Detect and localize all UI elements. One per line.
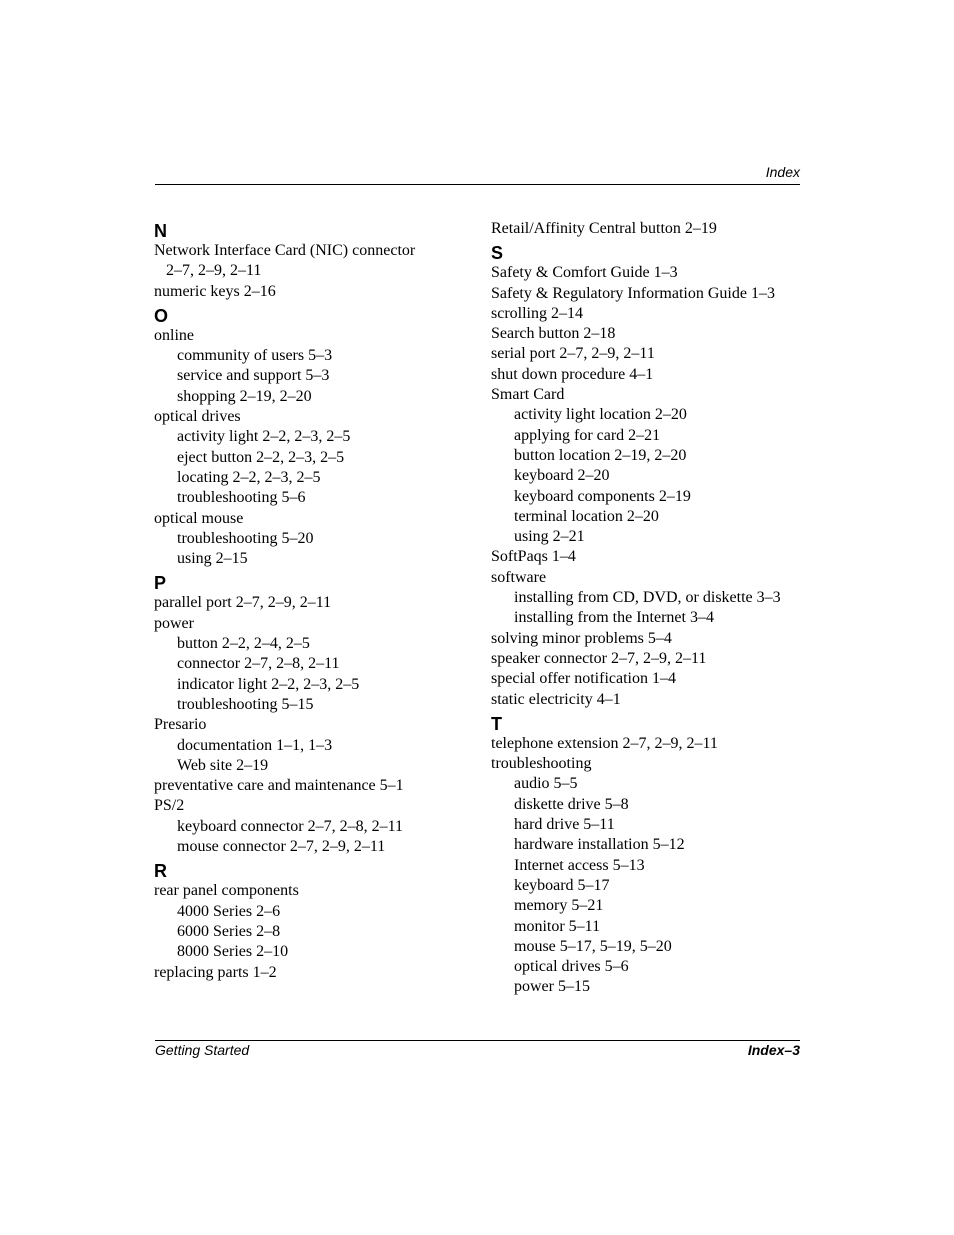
index-entry: software <box>491 568 547 586</box>
footer-document-title: Getting Started <box>155 1042 250 1058</box>
index-subentry: terminal location 2–20 <box>514 507 659 525</box>
index-entry: telephone extension 2–7, 2–9, 2–11 <box>491 734 718 752</box>
index-subentry: locating 2–2, 2–3, 2–5 <box>177 468 321 486</box>
index-subentry: Web site 2–19 <box>177 756 269 774</box>
index-entry: Safety & Regulatory Information Guide 1–3 <box>491 284 775 302</box>
index-subentry: 4000 Series 2–6 <box>177 902 281 920</box>
index-entry: Retail/Affinity Central button 2–19 <box>491 220 717 237</box>
index-subentry: connector 2–7, 2–8, 2–11 <box>177 655 340 673</box>
index-entry: troubleshooting <box>491 755 592 773</box>
index-subentry: hardware installation 5–12 <box>514 836 685 854</box>
index-section <box>154 304 474 570</box>
index-subentry: mouse 5–17, 5–19, 5–20 <box>514 937 672 955</box>
index-entry: scrolling 2–14 <box>491 304 583 322</box>
index-subentry: service and support 5–3 <box>177 367 330 385</box>
index-entry: optical mouse <box>154 509 244 527</box>
index-entry: SoftPaqs 1–4 <box>491 548 576 566</box>
index-entry: power <box>154 614 194 632</box>
index-subentry: keyboard 2–20 <box>514 467 610 485</box>
index-entry: Network Interface Card (NIC) connector <box>154 242 416 259</box>
index-section <box>154 219 474 302</box>
index-subentry: troubleshooting 5–6 <box>177 489 306 507</box>
index-subentry: installing from CD, DVD, or diskette 3–3 <box>514 589 781 607</box>
index-subentry: 8000 Series 2–10 <box>177 943 289 961</box>
index-entry: replacing parts 1–2 <box>154 963 277 981</box>
index-subentry: 6000 Series 2–8 <box>177 922 281 940</box>
index-entry: Smart Card <box>491 386 565 404</box>
index-entry: numeric keys 2–16 <box>154 282 276 300</box>
index-subentry: Internet access 5–13 <box>514 856 645 874</box>
index-subentry: community of users 5–3 <box>177 347 333 365</box>
index-subentry: troubleshooting 5–20 <box>177 529 314 547</box>
index-section <box>154 571 474 857</box>
index-subentry: keyboard connector 2–7, 2–8, 2–11 <box>177 817 404 835</box>
index-entry: online <box>154 326 194 344</box>
index-entry: speaker connector 2–7, 2–9, 2–11 <box>491 649 707 667</box>
section-letter: T <box>491 713 502 734</box>
index-subentry: button location 2–19, 2–20 <box>514 446 687 464</box>
running-header: Index <box>765 164 800 180</box>
index-subentry: keyboard components 2–19 <box>514 487 691 505</box>
index-section <box>491 712 811 998</box>
index-subentry: activity light location 2–20 <box>514 406 687 424</box>
index-subentry: diskette drive 5–8 <box>514 795 629 813</box>
index-entry: static electricity 4–1 <box>491 690 621 708</box>
index-subentry: optical drives 5–6 <box>514 958 629 976</box>
index-entry: parallel port 2–7, 2–9, 2–11 <box>154 594 332 612</box>
footer-page-number: Index–3 <box>747 1042 800 1058</box>
index-subentry: activity light 2–2, 2–3, 2–5 <box>177 428 351 446</box>
index-entry: rear panel components <box>154 882 299 900</box>
index-section <box>154 859 474 982</box>
index-subentry: hard drive 5–11 <box>514 816 615 834</box>
index-entry: solving minor problems 5–4 <box>491 629 672 647</box>
index-entry: Presario <box>154 716 207 734</box>
index-entry: shut down procedure 4–1 <box>491 365 654 383</box>
section-letter: O <box>154 305 169 326</box>
header-rule <box>155 184 800 185</box>
index-subentry: eject button 2–2, 2–3, 2–5 <box>177 448 345 466</box>
section-letter: R <box>154 861 167 882</box>
index-subentry: power 5–15 <box>514 978 590 996</box>
index-entry: Search button 2–18 <box>491 325 616 343</box>
index-subentry: button 2–2, 2–4, 2–5 <box>177 635 310 653</box>
index-entry: 2–7, 2–9, 2–11 <box>166 262 262 280</box>
index-subentry: using 2–21 <box>514 528 585 546</box>
index-subentry: using 2–15 <box>177 550 248 568</box>
footer-rule <box>155 1040 800 1041</box>
index-entry: preventative care and maintenance 5–1 <box>154 777 404 795</box>
section-letter: P <box>154 573 167 594</box>
index-column-right <box>491 219 811 1000</box>
index-entry: special offer notification 1–4 <box>491 670 676 688</box>
index-entry: PS/2 <box>154 797 185 815</box>
index-subentry: keyboard 5–17 <box>514 876 610 894</box>
index-subentry: shopping 2–19, 2–20 <box>177 387 312 405</box>
index-subentry: troubleshooting 5–15 <box>177 695 314 713</box>
index-subentry: mouse connector 2–7, 2–9, 2–11 <box>177 838 386 856</box>
index-entry: Safety & Comfort Guide 1–3 <box>491 264 678 282</box>
index-subentry: indicator light 2–2, 2–3, 2–5 <box>177 675 360 693</box>
index-subentry: applying for card 2–21 <box>514 426 661 444</box>
section-letter: N <box>154 221 167 241</box>
index-section <box>491 219 811 239</box>
index-entry: serial port 2–7, 2–9, 2–11 <box>491 345 655 363</box>
index-subentry: monitor 5–11 <box>514 917 601 935</box>
index-subentry: installing from the Internet 3–4 <box>514 609 714 627</box>
index-subentry: audio 5–5 <box>514 775 578 793</box>
index-section <box>491 241 811 710</box>
section-letter: S <box>491 243 504 264</box>
index-column-left <box>154 219 474 985</box>
index-subentry: documentation 1–1, 1–3 <box>177 736 333 754</box>
index-entry: optical drives <box>154 408 241 426</box>
index-subentry: memory 5–21 <box>514 897 604 915</box>
